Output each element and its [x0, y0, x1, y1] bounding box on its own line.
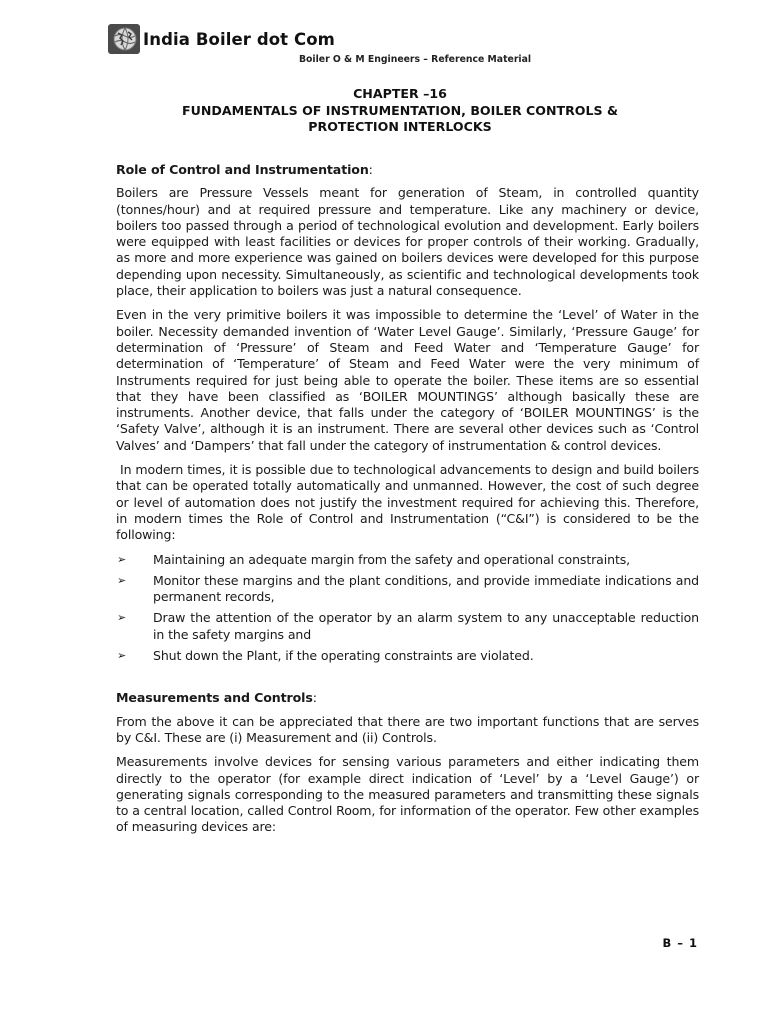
- list-item: [116, 610, 699, 643]
- arrow-bullet-icon: ➢: [117, 552, 127, 566]
- chapter-number: CHAPTER –16: [353, 86, 447, 101]
- arrow-bullet-icon: ➢: [117, 573, 127, 587]
- list-item-text: Monitor these margins and the plant conditions, and provide immediate indications and permanent records,: [153, 572, 699, 605]
- list-item-text: Shut down the Plant, if the operating constraints are violated.: [153, 648, 534, 664]
- paragraph-two-functions: From the above it can be appreciated that there are two important functions that are serves by C&I. These are (i) Measurement and (ii) Controls.: [116, 713, 699, 745]
- paragraph-modern-times: In modern times, it is possible due to technological advancements to design and build boilers that can be operated totally automatically and unmanned. However, the cost of such degree or level of automation does not justify the investment required for achieving this. Therefore, in modern times the Role of Control and Instrumentation (“C&I”) is considered to be the following:: [116, 462, 699, 543]
- page-number: B – 1: [662, 936, 698, 950]
- section-heading-measurements-text: Measurements and Controls: [116, 690, 313, 706]
- chapter-title-line-1: FUNDAMENTALS OF INSTRUMENTATION, BOILER CONTROLS &: [182, 102, 618, 118]
- chapter-title-line-2: PROTECTION INTERLOCKS: [308, 119, 492, 134]
- section-heading-measurements: [116, 690, 699, 706]
- header-subtitle: Boiler O & M Engineers – Reference Material: [298, 54, 532, 65]
- list-item-text: Maintaining an adequate margin from the safety and operational constraints,: [153, 551, 631, 567]
- arrow-bullet-icon: ➢: [117, 611, 127, 625]
- header-logo: [108, 24, 335, 54]
- arrow-bullet-icon: ➢: [117, 649, 127, 663]
- globe-logo-icon: [108, 24, 140, 54]
- list-item: [116, 648, 699, 664]
- section-heading-role-text: Role of Control and Instrumentation: [116, 162, 369, 177]
- section-heading-role: [116, 162, 699, 178]
- brand-name: India Boiler dot Com: [143, 29, 335, 49]
- list-item-text: Draw the attention of the operator by an alarm system to any unacceptable reduction in the safety margins and: [153, 610, 699, 642]
- paragraph-boilers-intro: Boilers are Pressure Vessels meant for generation of Steam, in controlled quantity (tonnes/hour) and at required pressure and temperature. Like any machinery or device, boilers too passed through a period of technological evolution and development. Early boilers were equipped with least facilities or devices for proper controls of their working. Gradually, as more and more experience was gained on boilers devices were developed for this purpose depending upon necessity. Simultaneously, as scientific and technological developments took place, their application to boilers was just a natural consequence.: [116, 185, 699, 299]
- paragraph-measurements: Measurements involve devices for sensing various parameters and either indicating them directly to the operator (for example direct indication of ‘Level’ by a ‘Level Gauge’) or generating signals corresponding to the measured parameters and transmitting these signals to a central location, called Control Room, for information of the operator. Few other examples of measuring devices are:: [116, 754, 699, 835]
- chapter-heading: [0, 86, 768, 136]
- section-heading-measurements-colon: :: [312, 690, 317, 706]
- list-item: [116, 573, 699, 606]
- section-heading-role-colon: :: [368, 162, 373, 177]
- paragraph-boiler-mountings: Even in the very primitive boilers it was impossible to determine the ‘Level’ of Water in the boiler. Necessity demanded invention of ‘Water Level Gauge’. Similarly, ‘Pressure Gauge’ for determination of ‘Pressure’ of Steam and Feed Water and ‘Temperature Gauge’ for determination of ‘Temperature’ of Steam and Feed Water were the very minimum of Instruments required for just being able to operate the boiler. These items are so essential that they have been classified as ‘BOILER MOUNTINGS’ although basically these are instruments. Another device, that falls under the category of ‘BOILER MOUNTINGS’ is the ‘Safety Valve’, although it is an instrument. There are several other devices such as ‘Control Valves’ and ‘Dampers’ that fall under the category of instrumentation & control devices.: [116, 307, 699, 453]
- section-spacer: [116, 670, 699, 690]
- list-item: [116, 552, 699, 568]
- role-bullet-list: [116, 552, 699, 665]
- main-content: [116, 162, 699, 844]
